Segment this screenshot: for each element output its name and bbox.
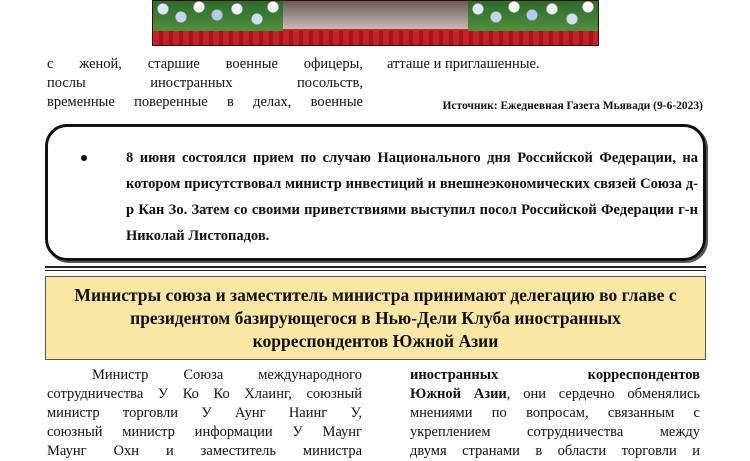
article-heading: [46, 277, 705, 353]
photo-stage: [273, 1, 478, 29]
text-line: [410, 385, 700, 404]
text-line: мнениями по вопросам, связанным с: [410, 405, 700, 421]
article-top-right-column: [387, 55, 707, 74]
text-line: двумя странами в области торговли и: [410, 443, 700, 459]
photo-flowers-right: [468, 1, 598, 31]
article-heading-box: [45, 276, 706, 360]
bullet-icon: [81, 155, 87, 161]
heading-line: Министры союза и заместитель министра принимают делегацию во главе с: [74, 285, 677, 305]
text-line: министр торговли У Аунг Наинг У,: [47, 405, 362, 421]
text-fragment: , они сердечно обменялись: [506, 386, 700, 402]
text-line: Маунг Охн и заместитель министра: [47, 443, 362, 459]
heading-line: президентом базирующегося в Нью-Дели Клуба иностранных: [130, 308, 621, 328]
text-line-bold: иностранных корреспондентов: [410, 367, 700, 383]
bullet-text: 8 июня состоялся прием по случаю Национального дня Российской Федерации, на котором присутствовал министр инвестиций и внешнеэкономических связей Союза д-р Кан Зо. Затем со своими приветствиями выступил посол Российской Федерации г-н Николай Листопадов.: [126, 150, 698, 244]
text-line: с женой, старшие военные офицеры,: [47, 56, 363, 72]
photo-flowers-left: [153, 1, 283, 31]
text-line: временные поверенные в делах, военные: [47, 94, 363, 110]
divider-rule: [45, 266, 706, 268]
bullet-callout-box: [45, 124, 706, 261]
text-line: Министр Союза международного: [92, 367, 362, 383]
photo-table-skirt: [153, 31, 598, 45]
text-line: атташе и приглашенные.: [387, 56, 540, 72]
article-bottom-left-column: [47, 366, 362, 461]
article-top-left-column: [47, 55, 363, 112]
heading-line: корреспондентов Южной Азии: [252, 331, 499, 351]
bold-phrase: Южной Азии: [410, 386, 507, 402]
text-line: сотрудничества У Ко Ко Хлаинг, союзный: [47, 386, 362, 402]
text-line: послы иностранных посольств,: [47, 75, 363, 91]
source-citation: Источник: Ежедневная Газета Мьявади (9-6-2023): [442, 100, 703, 112]
divider-rule: [45, 270, 706, 271]
text-line: укреплением сотрудничества между: [410, 424, 700, 440]
text-line: союзный министр информации У Маунг: [47, 424, 362, 440]
event-photo: [152, 0, 599, 46]
article-bottom-right-column: [410, 366, 700, 461]
